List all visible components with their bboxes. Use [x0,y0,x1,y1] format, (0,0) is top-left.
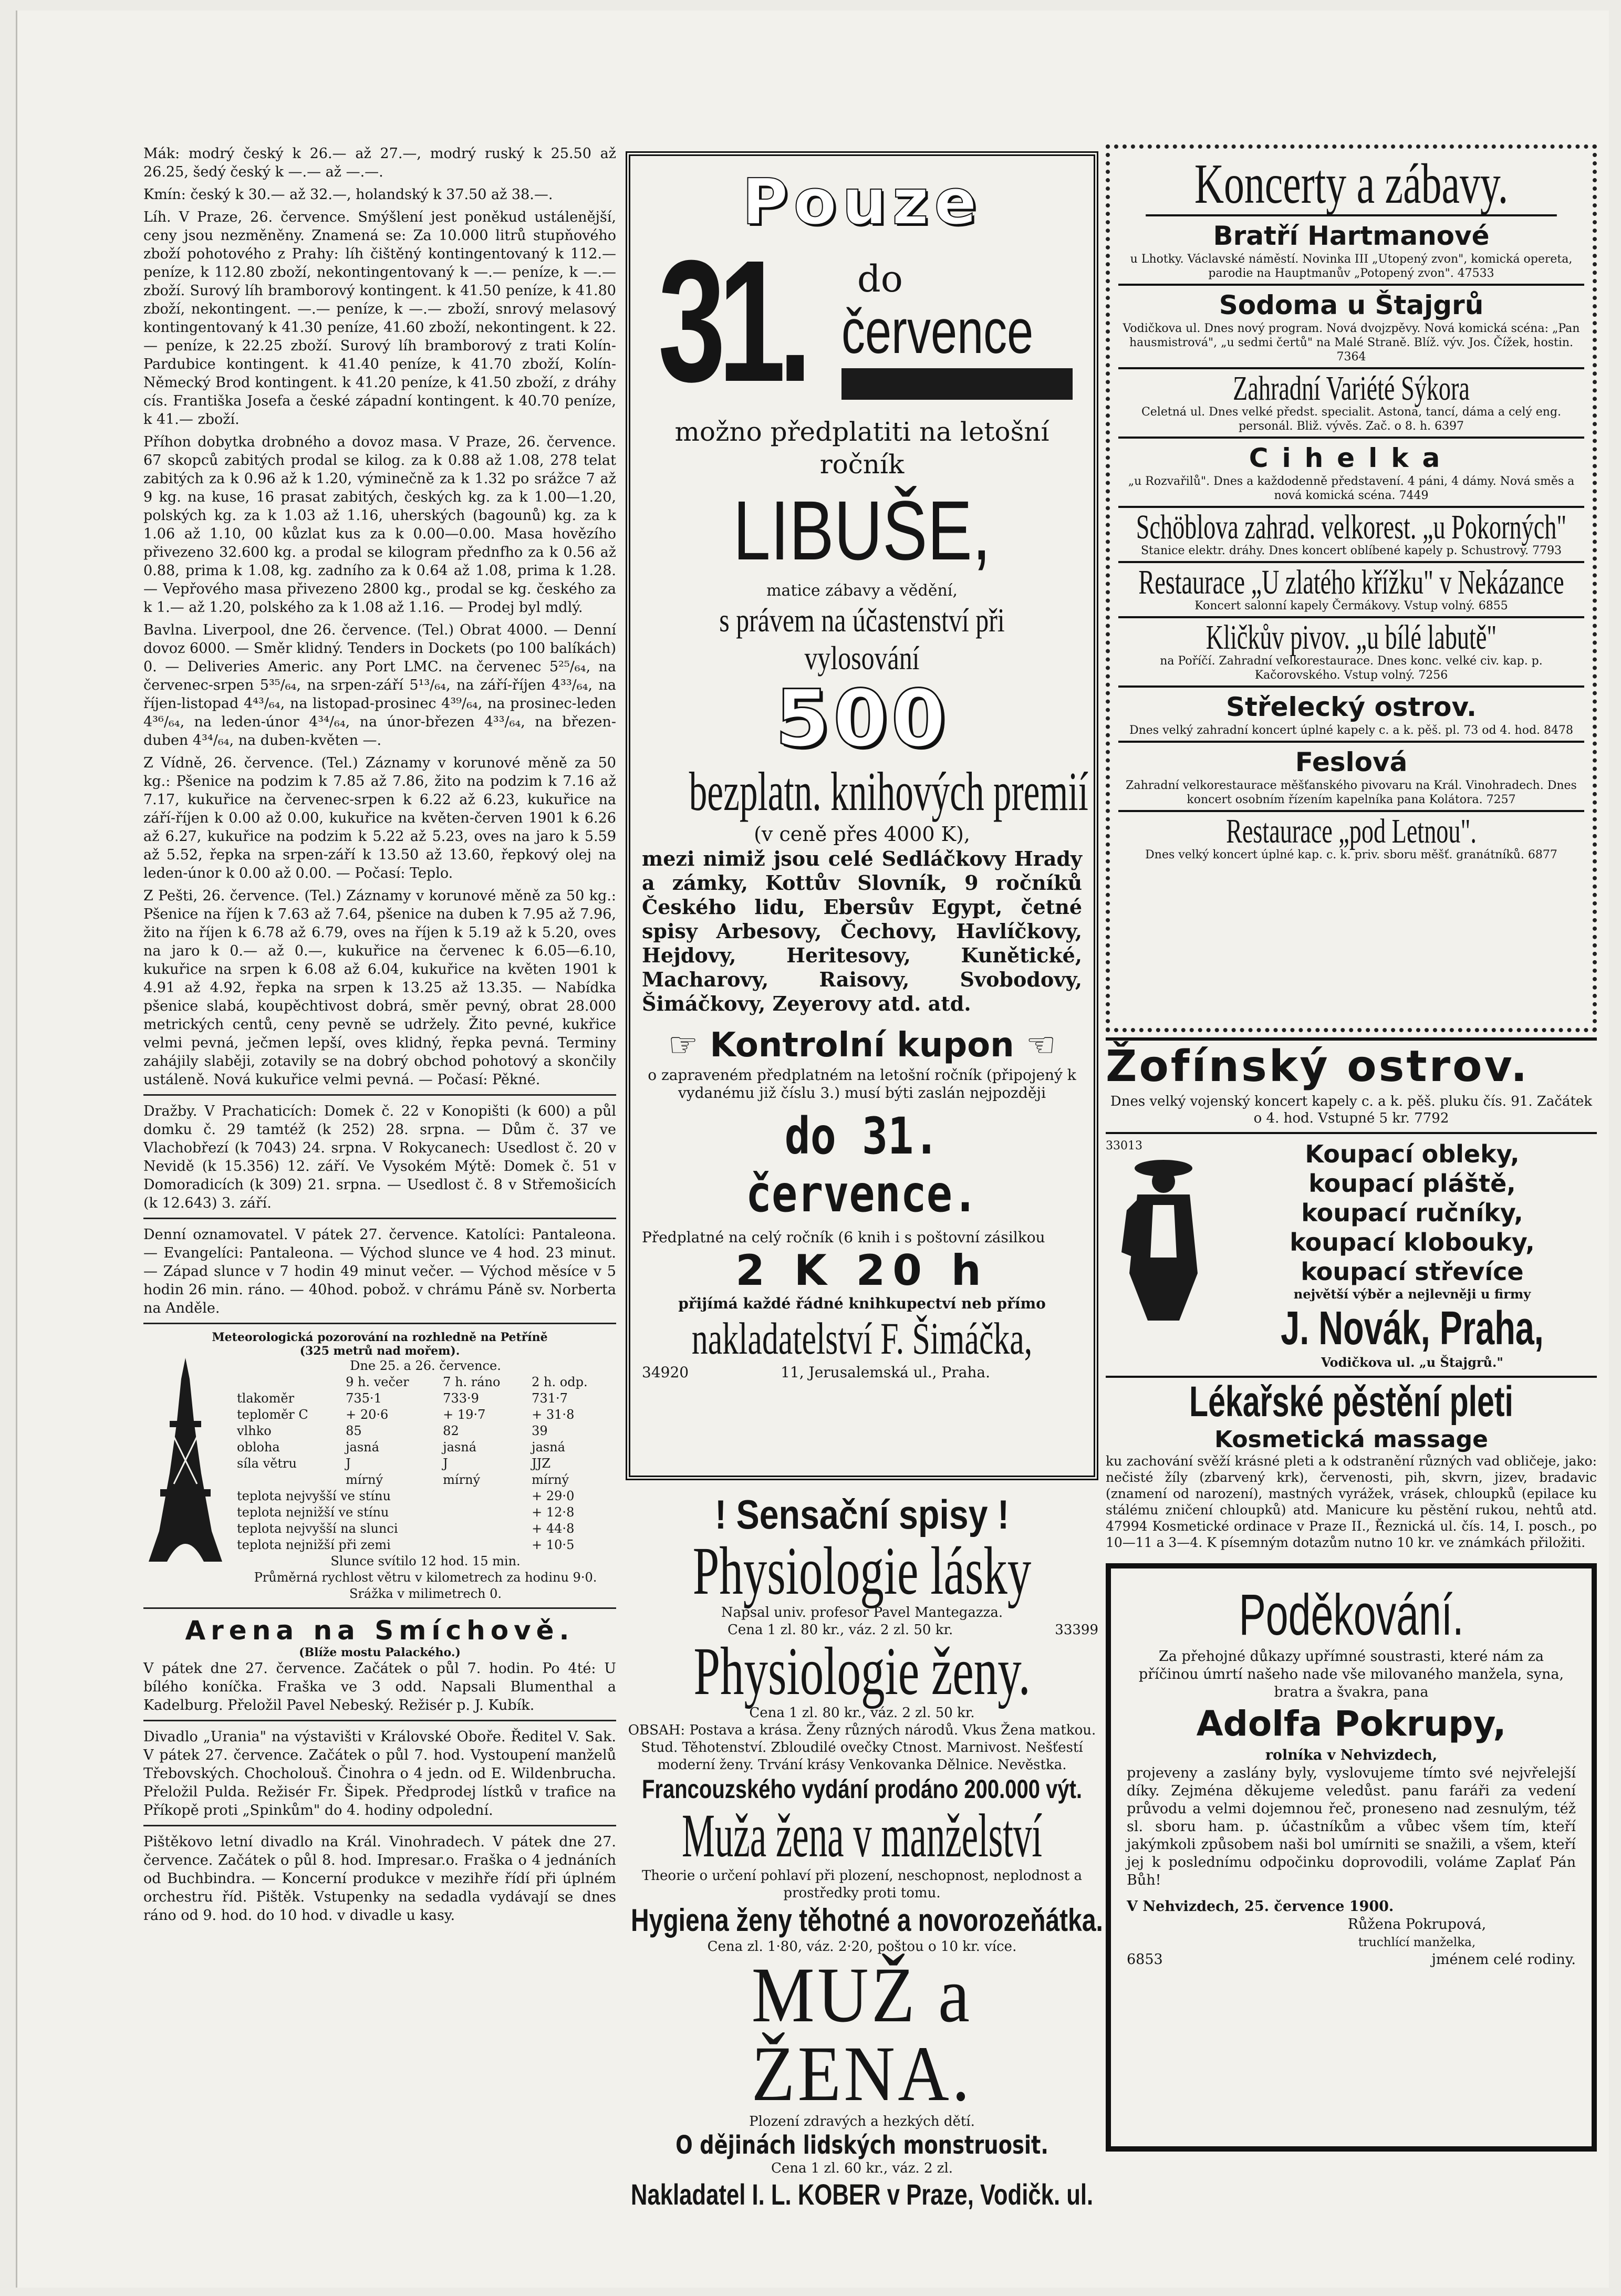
publisher-address: 11, Jerusalemská ul., Praha. [781,1364,991,1381]
ad-number: 33399 [1055,1622,1098,1638]
book-contents: OBSAH: Postava a krása. Ženy různých národů. Vkus Žena matkou. Stud. Těhotenství. Zbloudilé ovečky Ctnost. Marnivost. Nešťestí moderní ženy. Trvání krásy Venkovanka Dělnice. Nevěstka. [628,1722,1096,1773]
meteo-title: Meteorologická pozorování na rozhledně na Petříně [212,1331,548,1344]
novak-advertisement [1106,1132,1597,1378]
book-price-text: Cena 1 zl. 80 kr., váz. 2 zl. 50 kr. [727,1622,953,1638]
concert-entry [1118,369,1584,439]
market-pest: Z Pešti, 26. července. (Tel.) Záznamy v korunové měně za 50 kg.: Pšenice na říjen k 7.63 až 7.64, pšenice na duben k 7.95 až 7.96, žito na říjen k 6.78 až 6.79, oves na říjen k 5.19 až k 5.20, oves na jaro k 0.— až 0.—, kukuřice na červenec k 6.05—6.10, kukuřice na srpen k 6.08 až 6.04, kukuřice na květen 1901 k 4.91 až 4.92, řepka na srpen k 13.25 až 13.35. — Nabídka pšenice slabá, koupěchtivost dobrá, směr pevný, obrat 28.000 metrických centů, ceny pevně se udržely. Žito pevné, kukřice velmi pevná, ječmen lepší, oves klidný, řepka pevná. Terminy zahájily slaběji, zotavily se na dobrý obchod pohotový a skončily ustáleně. Nová kukuřice velmi pevná. — Počasí: Pěkné. [143,888,616,1088]
concert-entry [1118,508,1584,563]
market-bavlna: Bavlna. Liverpool, dne 26. července. (Tel.) Obrat 4000. — Denní dovoz 6000. — Směr klidný. Tenders in Dockets (po 100 balíkách) 0. — Deliveries Americ. any Port LMC. na červenec 5²⁵/₆₄, na červenec-srpen 5³⁵/₆₄, na srpen-září 5¹³/₆₄, na září-říjen 4³³/₆₄, na říjen-listopad 4⁴³/₆₄, na listopad-prosinec 4³⁹/₆₄, na prosinec-leden 4³⁶/₆₄, na leden-únor 4³⁴/₆₄, na únor-březen 4³³/₆₄, na březen-duben 4³⁴/₆₄, na duben-květen —. [143,622,616,749]
book-physiology-love: Physiologie lásky [692,1533,1032,1609]
novak-item: koupací klobouky, [1290,1228,1535,1256]
meteo-cell: + 12·8 [532,1505,575,1520]
book-man-woman-marriage: Muža žena v manželství [681,1801,1043,1870]
skin-care-text: ku zachování svěží krásné pleti a k odstranění různých vad obličeje, jako: nečisté žíly (zbarvený krk), červenosti, pih, skvrn, jizev, bradavic (znamení od narození), mastných vyrážek, vrásek, chloupků (epilace ku stálému zničení chloupků) atd. Manicure ku pěstění rukou, nehtů atd. 47994 Kosmetické ordinace v Praze II., Řeznická ul. čís. 14, I. posch., po 10—11 a 3—4. K písemným dotazům nutno 10 kr. ve známkách přiložiti. [1106,1453,1597,1550]
meteo-cell: mírný [346,1472,383,1487]
cosmetic-massage-heading: Kosmetická massage [1214,1426,1488,1453]
book-price: Cena 1 zl. 80 kr., váz. 2 zl. 50 kr. [749,1705,975,1721]
market-lih: Líh. V Praze, 26. července. Smýšlení jest poněkud ustálenější, ceny jsou nezměněny. Znamená se: Za 10.000 litrů stupňového zboží pohotového z Prahy: líh čištěný kontingentovaný k 112.— peníze, k 112.80 zboží, nekontingentovaný k —.— peníze, k —.— zboží. Surový líh bramborový kontingent. k 41.50 peníze, k 41.80 zboží, nekontingent. —.— peníze, k —.— zboží, snrový melasový kontingentovaný k 41.30 peníze, 41.60 zboží, nekontingent. k 22.— peníze, k 22.25 zboží. Surový líh bramborový z trati Kolín-Pardubice kontingent. k 41.40 peníze, k 41.70 zboží, Kolín-Německý Brod kontingent. k 41.20 peníze, k 41.50 zboží, z dráhy cís. Františka Josefa a české západní kontingent. k 40.70 peníze, k 41.— zboží. [143,209,616,428]
venue-name: Zahradní Variété Sýkora [1233,369,1470,408]
date-number: 31. [658,224,805,418]
drazby: Dražby. V Prachaticích: Domek č. 22 v Konopišti (k 600) a půl domku č. 29 tamtéž (k 252) 28. srpna. — Dům č. 37 ve Vlachobřezí (k 7043) 24. srpna. V Rokycanech: Usedlost č. 20 v Nevidě (k 15.356) 12. září. Ve Vysokém Mýtě: Domek č. 51 v Domoradicích (k 309) 21. srpna. — Usedlost č. 8 v Střemošicích (k 12.643) 3. září. [143,1103,616,1211]
meteo-cell: + 19·7 [443,1407,486,1422]
meteo-cell: JJZ [532,1456,551,1471]
meteo-date: Dne 25. a 26. července. [350,1358,501,1373]
meteo-cell: + 44·8 [532,1521,575,1536]
libuse-right: s právem na účastenství při vylosování [719,601,1005,677]
french-edition: Francouzského vydání prodáno 200.000 výt. [641,1774,1083,1804]
meteo-cell: mírný [532,1472,569,1487]
meteo-cell: teplota nejvyšší na slunci [237,1521,398,1536]
left-column [143,144,616,2167]
deadline: do 31. července. [745,1107,979,1223]
venue-name: Restaurace „U zlatého křížku" v Nekázance [1138,563,1564,601]
divider [143,1720,616,1721]
divider [143,1323,616,1324]
book-price: Cena 1 zl. 60 kr., váz. 2 zl. [771,2160,953,2176]
arena-title: Arena na Smíchově. [185,1615,575,1646]
libuse-title: LIBUŠE, [733,483,991,577]
meteo-col: 9 h. večer [346,1375,409,1389]
meteo-cell: + 10·5 [532,1537,575,1552]
zofin-heading: Žofínský ostrov. [1106,1037,1597,1093]
signature-family: jménem celé rodiny. [1431,1951,1576,1968]
concert-entry [1118,286,1584,369]
divider [143,1094,616,1096]
concert-entry [1118,439,1584,508]
venue-text: Dnes velký koncert úplné kap. c. k. priv. sboru měšť. granátníků. 6877 [1145,848,1557,861]
concert-entry [1118,563,1584,618]
meteo-cell: vlhko [237,1424,272,1438]
concert-entry [1118,812,1584,865]
meteo-cell: jasná [532,1440,565,1455]
meteo-cell: jasná [443,1440,477,1455]
meteo-cell: + 31·8 [532,1407,575,1422]
concerts-title: Koncerty a zábavy. [1146,154,1557,216]
meteo-cell: 39 [532,1424,548,1438]
meteo-cell: teplota nejnižší při zemi [237,1537,391,1552]
meteo-cell: 85 [346,1424,362,1438]
meteo-cell: J [346,1456,351,1471]
thanks-notice [1106,1563,1597,2152]
book-price: Cena zl. 1·80, váz. 2·20, poštou o 10 kr. více. [707,1939,1017,1955]
market-kmin: Kmín: český k 30.— až 32.—, holandský k 37.50 až 38.—. [143,186,553,203]
concert-entry [1118,688,1584,743]
meteo-section [143,1331,616,1602]
meteo-cell: teploměr C [237,1407,308,1422]
market-mak: Mák: modrý český k 26.— až 27.—, modrý ruský k 25.50 až 26.25, šedý český k —.— až —.—. [143,146,616,180]
subscription-text: Předplatné na celý ročník (6 knih i s poštovní zásilkou [642,1229,1045,1246]
arena-text: V pátek dne 27. července. Začátek o půl 7. hodin. Po 4té: U bílého koníčka. Fraška ve 3 odd. Napsali Blumenthal a Kadelburg. Přeložil Pavel Nebeský. Režisér p. J. Kubík. [143,1660,616,1713]
book-muz-zena: MUŽ a ŽENA. [751,1951,973,2117]
thanks-place: V Nehvizdech, 25. července 1900. [1127,1898,1394,1915]
book-theory: Theorie o určení pohlaví při plození, neschopnost, neplodnost a prostředky proti tomu. [641,1868,1083,1901]
arena-subtitle: (Blíže mostu Palackého.) [299,1646,461,1659]
bather-figure-icon [1106,1139,1221,1370]
middle-column [626,151,1103,2211]
venue-text: Zahradní velkorestaurace měšťanského pivovaru na Král. Vinohradech. Dnes koncert osobním řízením kapelníka pana Kolátora. 7257 [1126,779,1577,806]
market-dobytek: Příhon dobytka drobného a dovoz masa. V Praze, 26. července. 67 skopců zabitých prodal se kilog. za k 0.88 až 1.08, 278 telat zabitých za k 0.96 až k 1.20, výminečně za k 1.32 po srážce 7 až 9 kg. na kuse, 16 prasat zabitých, českých kg. za k 1.00—1.20, polských kg. za k 1.03 až 1.16, uherských (bagounů) kg. za k 1.06 až 1.10, 00 kůzlat kus za k 0.00—0.00. Masa hovězího přivezeno 32.600 kg. a prodal se kilogram přednfho za k 0.56 až 0.88, prima k 1.08, kg. zadního za k 0.64 až 1.08, prima k 1.28. — Vepřového masa přivezeno 2800 kg., prodal se kg. českého za k 1.— až 1.20, polského za k 1.08 až 1.16. — Prodej byl mdlý. [143,434,616,616]
denni-oznamovatel: Denní oznamovatel. V pátek 27. července. Katolíci: Pantaleona. — Evangelíci: Pantaleona. — Východ slunce ve 4 hod. 23 minut. — Západ slunce v 7 hodin 49 minut večer. — Východ měsíce v 5 hodin 26 min. ráno. — 40hod. pobož. v chrámu Páně sv. Norberta na Anděle. [143,1227,616,1316]
novak-item: koupací pláště, [1308,1169,1516,1198]
venue-name: Kličkův pivov. „u bílé labutě" [1206,618,1497,657]
meteo-cell: teplota nejnižší ve stínu [237,1505,389,1520]
meteo-cell: J [443,1456,448,1471]
right-column [1106,144,1597,2167]
ad-number: 6853 [1127,1951,1163,1968]
date-month: července [841,296,1034,367]
novak-company: J. Novák, Praha, [1281,1302,1544,1355]
novak-item: koupací ručníky, [1301,1199,1523,1227]
thanks-body: projeveny a zaslány byly, vyslovujeme tímto své nejvřelejší díky. Zejména děkujeme veledůst. panu faráři za vedení průvodu a velmi dojemnou řeč, proneseno nad zesnulým, též sl. sboru ham. p. účastníkům a vůbec všem tím, kteří jakýmkoli způsobem naši bol umírniti se snažili, a všem, kteří jej k poslednímu odpočinku doprovodili, voláme Zaplať Pán Bůh! [1127,1765,1576,1888]
meteo-cell: 733·9 [443,1391,479,1406]
ad-number: 33013 [1106,1139,1142,1152]
meteo-cell: síla větru [237,1456,297,1471]
venue-name: Restaurace „pod Letnou". [1226,812,1477,850]
book-author: Napsal univ. profesor Pavel Mantegazza. [721,1605,1003,1620]
venue-text: Stanice elektr. dráhy. Dnes koncert oblíbené kapely p. Schustrovy. 7793 [1140,544,1562,557]
meteo-cell: + 29·0 [532,1489,575,1503]
concert-entry [1118,216,1584,286]
zofin-text: Dnes velký vojenský koncert kapely c. a k. pěš. pluku čís. 91. Začátek o 4. hod. Vstupné 5 kr. 7792 [1110,1094,1593,1126]
publisher-kober: Nakladatel I. L. KOBER v Praze, Vodičk. ul. [630,2178,1094,2211]
book-hygiene: Hygiena ženy těhotné a novorozeňátka. [631,1903,1103,1938]
meteo-sun: Slunce svítilo 12 hod. 15 min. [330,1554,521,1568]
newspaper-page [16,11,1609,2288]
venue-text: Koncert salonní kapely Čermákovy. Vstup volný. 6855 [1194,599,1508,612]
book-physiology-woman: Physiologie ženy. [693,1634,1031,1709]
venue-name: Střelecký ostrov. [1226,692,1477,722]
divider [143,1825,616,1826]
market-viden: Z Vídně, 26. července. (Tel.) Záznamy v korunové měně za 50 kg.: Pšenice na podzim k 7.85 až 7.86, žito na podzim k 7.16 až 7.17, kukuřice na červenec-srpen k 6.22 až 6.23, kukuřice na září-říjen k 0.00 až 0.00, kukuřice na květen-červen 1901 k 6.26 až 6.27, kukuřice na podzim k 5.22 až 5.23, oves na jaro k 5.59 až 5.52, řepka na srpen-září k 13.50 až 13.60, řepkový olej na leden-únor k 0.00 až 0.00. — Počasí: Teplo. [143,755,616,881]
novak-item: Koupací obleky, [1305,1140,1520,1168]
novak-address: Vodičkova ul. „u Štajgrů." [1321,1355,1503,1370]
signature-role: truchlící manželka, [1358,1936,1476,1949]
urania-text: Divadlo „Urania" na výstavišti v Královské Oboře. Ředitel V. Sak. V pátek 27. července. Začátek o půl 7. hod. Vystoupení manželů Třebovských. Chocholouš. Činohra o 4 jedn. od E. Wildenbrucha. Přeložil Pulda. Režisér Fr. Šipek. Předprodej lístků v trafice na Příkopě proti „Spinkům" do 4. hodiny odpolední. [143,1729,616,1819]
meteo-cell: 731·7 [532,1391,568,1406]
book-history: O dějinách lidských monstruosit. [676,2131,1048,2160]
concert-entry [1118,618,1584,688]
booksellers-text: přijímá každé řádné knihkupectví neb přímo [678,1295,1046,1312]
meteo-cell: 735·1 [346,1391,382,1406]
venue-text: na Poříčí. Zahradní velkorestaurace. Dnes konc. velké civ. kap. p. Kačorovského. Vstup volný. 7256 [1160,654,1543,682]
meteo-rain: Srážka v milimetrech 0. [349,1586,502,1601]
meteo-wind: Průměrná rychlost větru v kilometrech za hodinu 9·0. [254,1570,597,1585]
concerts-box [1106,144,1597,1032]
meteo-cell [235,1472,344,1488]
venue-text: Celetná ul. Dnes velké předst. specialit. Astona, tancí, dáma a celý eng. personál. Bliž. vývěs. Zač. o 8. h. 6397 [1141,406,1562,433]
black-bar [841,368,1073,400]
meteo-cell: tlakoměr [237,1391,295,1406]
venue-text: Vodičkova ul. Dnes nový program. Nová dvojzpěvy. Nová komická scéna: „Pan hausmistrová", „u sedmi čertů" na Malé Straně. Blíž. výv. Jos. Čížek, hostin. 7364 [1123,322,1580,363]
skin-care-heading: Lékařské pěstění pleti [1189,1378,1513,1426]
publisher-name: nakladatelství F. Šimáčka, [691,1313,1033,1364]
meteo-cell: jasná [346,1440,379,1455]
coupon-label: Kontrolní kupon [710,1026,1014,1065]
premium-value: (v ceně přes 4000 K), [754,823,970,846]
premium-list: mezi nimiž jsou celé Sedláčkovy Hrady a zámky, Kottův Slovník, 9 ročníků Českého lidu, Ebersův Egypt, četné spisy Arbesovy, Čechovy, Havlíčkovy, Hejdovy, Heritesovy, Kunětické, Macharovy, Raisovy, Svobodovy, Šimáčkovy, Zeyerovy atd. atd. [642,847,1082,1015]
venue-text: „u Rozvařilů". Dnes a každodenně představení. 4 páni, 4 dámy. Nová směs a nová komická scéna. 7449 [1128,475,1575,502]
pistekovo-text: Pištěkovo letní divadlo na Král. Vinohradech. V pátek dne 27. července. Začátek o půl 8. hod. Impresar.o. Fraška o 4 jednáních od Buchbindra. — Koncerní produkce v mezihře řídí při úplném orchestru říd. Pištěk. Vstupenky na sedadla vydávají se dnes ráno od 9. hod. do 10 hod. v divadle u kasy. [143,1834,616,1924]
venue-name: Sodoma u Štajgrů [1219,290,1484,320]
venue-name: Schöblova zahrad. velkorest. „u Pokorných" [1136,508,1567,546]
meteo-cell: obloha [237,1440,280,1455]
meteo-table [235,1358,616,1602]
pouze-heading: Pouze [742,166,982,239]
venue-name: Bratří Hartmanové [1213,221,1490,251]
libuse-subtitle: matice zábavy a vědění, [766,581,958,600]
pointing-hand-icon: ☜ [1014,1026,1056,1065]
deceased-name: Adolfa Pokrupy, [1196,1703,1506,1744]
divider [143,1607,616,1609]
coupon-text: o zapraveném předplatném na letošní ročník (připojený k vydanému již číslu 3.) musí býti zaslán nejpozději [648,1066,1076,1102]
deceased-role: rolníka v Nehvizdech, [1265,1747,1438,1763]
signature-name: Růžena Pokrupová, [1347,1916,1487,1933]
venue-name: Cihelka [1249,443,1454,473]
divider [143,1218,616,1219]
pointing-hand-icon: ☞ [668,1026,710,1065]
novak-tagline: největší výběr a nejlevněji u firmy [1293,1286,1531,1302]
meteo-col: 2 h. odp. [532,1375,588,1389]
libuse-advertisement [626,151,1098,1480]
subscription-price: 2 K 20 h [735,1246,989,1295]
thanks-title: Poděkování. [1239,1583,1464,1647]
coupon-heading [642,1024,1082,1066]
thanks-intro: Za přehojné důkazy upřímné soustrasti, které nám za příčinou úmrtí našeho nade vše milovaného manžela, syna, bratra a švakra, pana [1138,1648,1564,1700]
date-do: do [857,257,903,300]
premium-label: bezplatn. knihových premií [689,761,1088,822]
premium-count: 500 [775,673,949,765]
venue-text: Dnes velký zahradní koncert úplné kapely c. a k. pěš. pl. 73 od 4. hod. 8478 [1129,724,1574,737]
concert-entry [1118,743,1584,812]
libuse-intro: možno předplatiti na letošní ročník [674,417,1050,480]
date-block [642,224,1082,418]
meteo-cell: mírný [443,1472,481,1487]
ad-number: 34920 [642,1364,689,1381]
meteo-col: 7 h. ráno [443,1375,501,1389]
venue-name: Feslová [1295,747,1408,777]
novak-item: koupací střevíce [1301,1258,1524,1286]
meteo-cell: 82 [443,1424,459,1438]
sensational-heading: ! Sensační spisy ! [714,1491,1010,1537]
venue-text: u Lhotky. Václavské náměstí. Novinka III „Utopený zvon", komická opereta, parodie na Hauptmanův „Potopený zvon". 47533 [1130,253,1573,280]
petrin-tower-icon [143,1358,227,1602]
meteo-subtitle: (325 metrů nad mořem). [299,1344,460,1358]
meteo-cell: teplota nejvyšší ve stínu [237,1489,391,1503]
meteo-cell: + 20·6 [346,1407,389,1422]
book-subtitle: Plození zdravých a hezkých dětí. [749,2114,975,2129]
